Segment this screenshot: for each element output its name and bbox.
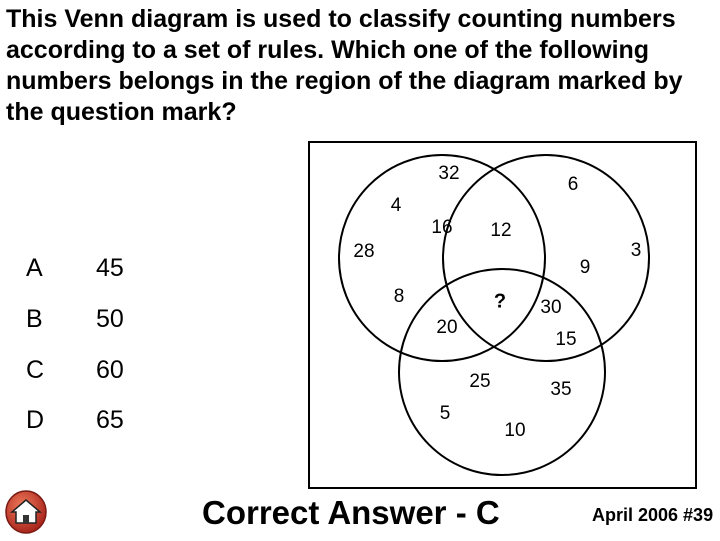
option-letter: C [26,356,45,384]
venn-number: 3 [630,240,642,262]
venn-number: 28 [353,241,375,263]
option-letter: A [26,254,43,282]
venn-number: 8 [393,286,405,308]
venn-number: 5 [439,403,451,425]
option-value: 60 [96,356,124,384]
venn-number: 4 [390,195,402,217]
venn-number: 25 [469,371,491,393]
home-icon [4,488,48,536]
option-value: 50 [96,305,124,333]
venn-number: 20 [436,317,458,339]
venn-number: 9 [579,257,591,279]
venn-number: 32 [438,163,460,185]
option-value: 45 [96,254,124,282]
venn-number: 15 [555,329,577,351]
source-label: April 2006 #39 [592,505,714,525]
venn-number: 12 [490,220,512,242]
option-letter: B [26,305,43,333]
venn-frame [309,142,696,488]
question-text: This Venn diagram is used to classify counting numbers according to a set of rules. Which one of the following numbers belongs in the region of the diagram marked by the question mark? [6,5,683,126]
venn-number: 6 [567,174,579,196]
venn-number: 10 [504,420,526,442]
question-mark: ? [493,290,507,313]
venn-number: 30 [540,297,562,319]
option-value: 65 [96,406,124,434]
venn-number: 35 [550,379,572,401]
correct-answer: Correct Answer - C [202,494,500,531]
home-button[interactable] [4,488,48,536]
venn-number: 16 [431,217,453,239]
option-letter: D [26,406,45,434]
